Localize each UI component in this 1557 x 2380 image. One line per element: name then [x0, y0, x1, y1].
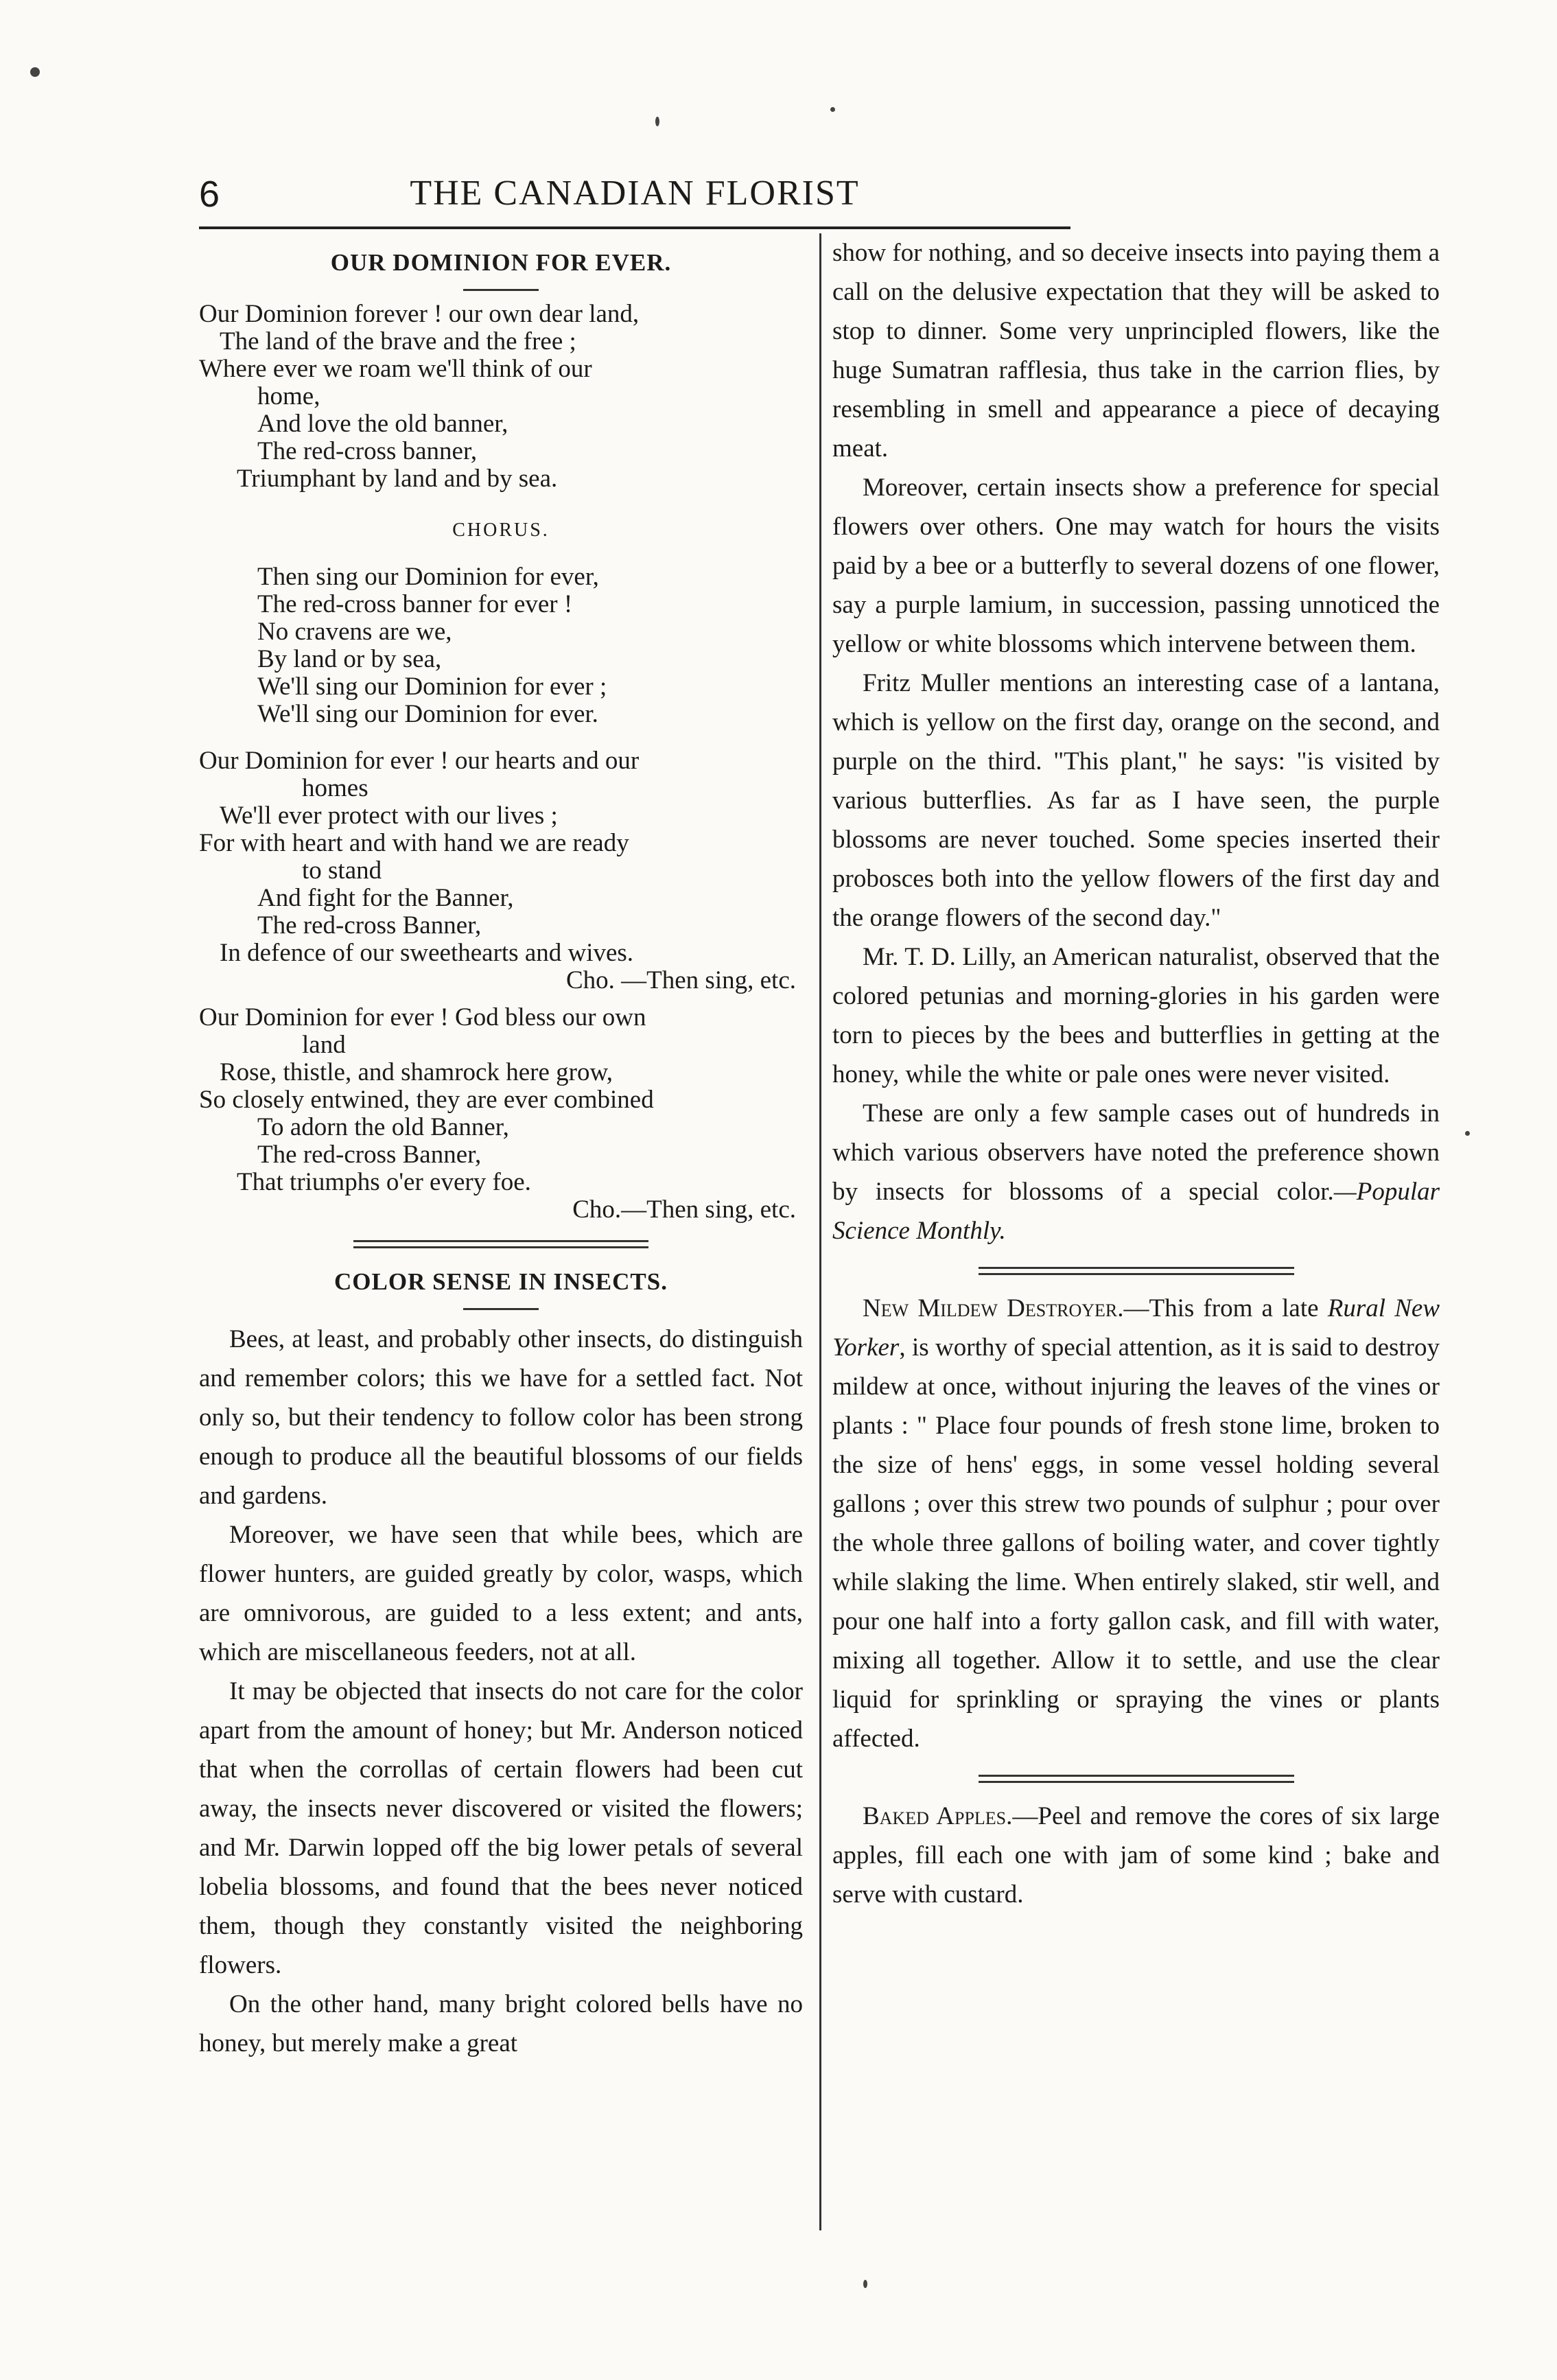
poem-line: to stand [302, 856, 382, 885]
poem-line: To adorn the old Banner, [257, 1113, 509, 1141]
poem-line: Our Dominion forever ! our own dear land, [199, 300, 640, 328]
apples-heading: Baked Apples. [863, 1802, 1013, 1830]
poem-chorus [199, 563, 803, 728]
column-divider [819, 233, 821, 2230]
apples-paragraph [832, 1797, 1440, 1914]
poem-line: In defence of our sweethearts and wives. [220, 939, 634, 967]
poem-title: OUR DOMINION FOR EVER. [330, 249, 672, 276]
article-paragraph: It may be objected that insects do not care for the color apart from the amount of honey; but Mr. Anderson noticed that when the corrollas of certain flowers had been cut away, the insects never discovered or visited the flowers; and Mr. Darwin lopped off the big lower petals of several lobelia blossoms, and found that the bees never noticed them, though they constantly visited the neighboring flowers. [199, 1677, 803, 1979]
poem-stanza-2 [199, 747, 803, 994]
article-paragraph: Bees, at least, and probably other insects, do distinguish and remember colors; this we have for a settled fact. Not only so, but their tendency to follow color has been strong enough to produce all the beautiful blossoms of our fields and gardens. [199, 1325, 803, 1510]
poem-line: Rose, thistle, and shamrock here grow, [220, 1058, 613, 1086]
section-rule [979, 1775, 1294, 1783]
poem-line: land [302, 1031, 346, 1059]
poem-line: We'll sing our Dominion for ever. [257, 700, 598, 728]
poem-line: home, [257, 382, 320, 410]
article-paragraph [832, 1094, 1440, 1250]
poem-line: Our Dominion for ever ! our hearts and our [199, 747, 640, 775]
article-paragraph: Moreover, certain insects show a preference for special flowers over others. One may watch for hours the visits paid by a bee or a butterfly to several dozens of one flower, say a purple lamium, in succession, passing unnoticed the yellow or white blossoms which intervene between them. [832, 474, 1440, 658]
article-source: —Popular Science Monthly. [832, 1178, 1440, 1245]
article-paragraph: show for nothing, and so deceive insects into paying them a call on the delusive expectation that they will be asked to stop to dinner. Some very unprincipled flowers, like the huge Sumatran rafflesia, thus take in the carrion flies, by resembling in smell and appearance a piece of decaying meat. [832, 239, 1440, 463]
scan-speck [1465, 1131, 1470, 1136]
poem-line: We'll sing our Dominion for ever ; [257, 673, 607, 701]
right-column [832, 233, 1440, 1914]
article-paragraph-text: These are only a few sample cases out of hundreds in which various observers have noted the preference shown by insects for blossoms of a special color. [832, 1099, 1440, 1206]
scan-speck [655, 117, 659, 126]
title-rule [463, 1308, 539, 1310]
left-column [199, 233, 803, 2063]
poem-line: That triumphs o'er every foe. [237, 1168, 531, 1196]
poem-stanza-1 [199, 301, 803, 493]
poem-line: The red-cross Banner, [257, 1141, 482, 1169]
section-rule [353, 1240, 648, 1248]
poem-line: The land of the brave and the free ; [220, 327, 576, 355]
mildew-paragraph [832, 1289, 1440, 1758]
poem-line: So closely entwined, they are ever combined [199, 1086, 654, 1114]
scan-speck [830, 107, 835, 112]
poem-line: Triumphant by land and by sea. [237, 465, 558, 493]
poem-line: For with heart and with hand we are ready [199, 829, 629, 857]
article-paragraph: Mr. T. D. Lilly, an American naturalist, observed that the colored petunias and morning-glories in his garden were torn to pieces by the bees and butterflies in getting at the honey, while the white or pale ones were never visited. [832, 943, 1440, 1088]
section-rule [979, 1267, 1294, 1275]
poem-stanza-3 [199, 1004, 803, 1224]
page-number: 6 [199, 174, 220, 215]
poem-line: By land or by sea, [257, 645, 442, 673]
page-header [199, 173, 1070, 221]
chorus-cue: Cho. —Then sing, etc. [565, 966, 796, 994]
article-paragraph: Fritz Muller mentions an interesting case of a lantana, which is yellow on the first day, orange on the second, and purple on the third. "This plant," he says: "is visited by various butterflies. As far as I have seen, the purple blossoms are never touched. Some species inserted their probosces both into the yellow flowers of the first day and the orange flowers of the second day." [832, 669, 1440, 932]
poem-line: We'll ever protect with our lives ; [220, 802, 558, 830]
scan-speck [863, 2280, 867, 2288]
poem-line: homes [302, 774, 368, 802]
page-title: THE CANADIAN FLORIST [410, 174, 860, 213]
chorus-label: CHORUS. [452, 520, 550, 541]
header-rule [199, 226, 1070, 229]
poem-line: The red-cross Banner, [257, 911, 482, 940]
title-rule [463, 289, 539, 291]
scan-speck [30, 67, 40, 77]
poem-line: Where ever we roam we'll think of our [199, 355, 592, 383]
poem-line: The red-cross banner for ever ! [257, 590, 573, 618]
apples-text: —Peel and remove the cores of six large apples, fill each one with jam of some kind ; bake and serve with custard. [832, 1802, 1440, 1909]
poem-line: And love the old banner, [257, 410, 508, 438]
mildew-intro: —This from a late [1123, 1294, 1328, 1322]
poem-line: No cravens are we, [257, 618, 452, 646]
mildew-text: , is worthy of special attention, as it is said to destroy mildew at once, without injuring the leaves of the vines or plants : " Place four pounds of fresh stone lime, broken to the size of hens' eggs, in some vessel holding several gallons ; over this strew two pounds of sulphur ; pour over the whole three gallons of boiling water, and cover tightly while slaking the lime. When entirely slaked, stir well, and pour one half into a forty gallon cask, and fill with water, mixing all together. Allow it to settle, and use the clear liquid for sprinkling or spraying the vines or plants affected. [832, 1333, 1440, 1753]
mildew-heading: New Mildew Destroyer. [863, 1294, 1124, 1322]
mildew-paper-name: Rural New Yorker [832, 1294, 1440, 1362]
poem-line: Then sing our Dominion for ever, [257, 563, 599, 591]
poem-line: The red-cross banner, [257, 437, 478, 465]
article-paragraph: On the other hand, many bright colored bells have no honey, but merely make a great [199, 1990, 803, 2057]
chorus-cue: Cho.—Then sing, etc. [572, 1195, 796, 1224]
article-title: COLOR SENSE IN INSECTS. [334, 1268, 668, 1295]
poem-line: And fight for the Banner, [257, 884, 514, 912]
article-paragraph: Moreover, we have seen that while bees, which are flower hunters, are guided greatly by color, wasps, which are omnivorous, are guided to a less extent; and ants, which are miscellaneous feeders, not at all. [199, 1521, 803, 1666]
poem-line: Our Dominion for ever ! God bless our own [199, 1003, 646, 1031]
article-body [199, 1320, 803, 2063]
